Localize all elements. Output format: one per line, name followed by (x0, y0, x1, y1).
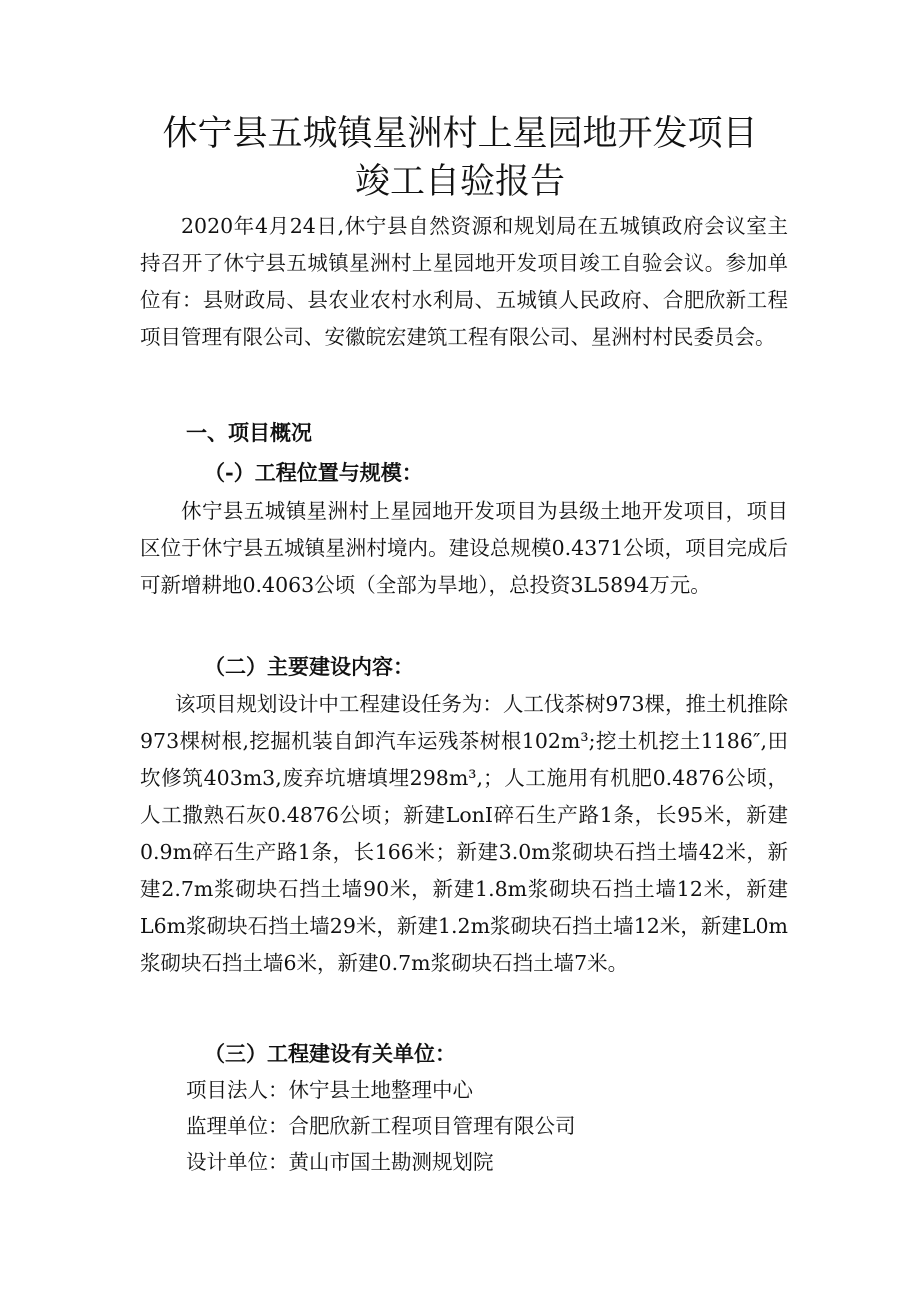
subsection-heading-units: （三）工程建设有关单位： (204, 1041, 456, 1066)
content-block (140, 686, 788, 982)
unit-project-legal-person: 项目法人：休宁县土地整理中心 (186, 1078, 473, 1102)
location-paragraph: 休宁县五城镇星洲村上星园地开发项目为县级土地开发项目，项目区位于休宁县五城镇星洲村境内。建设总规模0.4371公顷，项目完成后可新增耕地0.4063公顷（全部为旱地），总投资3L5894万元。 (140, 499, 788, 597)
document-title-line-1: 休宁县五城镇星洲村上星园地开发项目 (162, 114, 758, 154)
subsection-heading-location: （-）工程位置与规模： (204, 460, 423, 485)
subsection-heading-content: （二）主要建设内容： (204, 654, 414, 679)
section-heading-overview: 一、项目概况 (186, 420, 312, 445)
intro-block (140, 208, 788, 356)
unit-design: 设计单位：黄山市国土勘测规划院 (186, 1150, 494, 1174)
unit-supervision: 监理单位：合肥欣新工程项目管理有限公司 (186, 1114, 576, 1138)
location-block (140, 493, 788, 604)
document-title-line-2: 竣工自验报告 (354, 162, 565, 202)
intro-paragraph: 2020年4月24日,休宁县自然资源和规划局在五城镇政府会议室主持召开了休宁县五城镇星洲村上星园地开发项目竣工自验会议。参加单位有：县财政局、县农业农村水利局、五城镇人民政府、合肥欣新工程项目管理有限公司、安徽皖宏建筑工程有限公司、星洲村村民委员会。 (140, 214, 788, 349)
content-paragraph: 该项目规划设计中工程建设任务为：人工伐茶树973棵，推土机推除973棵树根,挖掘机装自卸汽车运残茶树根102m³;挖土机挖土1186″,田坎修筑403m3,废弃坑塘填埋298m³,；人工施用有机肥0.4876公顷，人工撒熟石灰0.4876公顷；新建LonI碎石生产路1条，长95米，新建0.9m碎石生产路1条，长166米；新建3.0m浆砌块石挡土墙42米，新建2.7m浆砌块石挡土墙90米，新建1.8m浆砌块石挡土墙12米，新建L6m浆砌块石挡土墙29米，新建1.2m浆砌块石挡土墙12米，新建L0m浆砌块石挡土墙6米，新建0.7m浆砌块石挡土墙7米。 (140, 692, 788, 975)
